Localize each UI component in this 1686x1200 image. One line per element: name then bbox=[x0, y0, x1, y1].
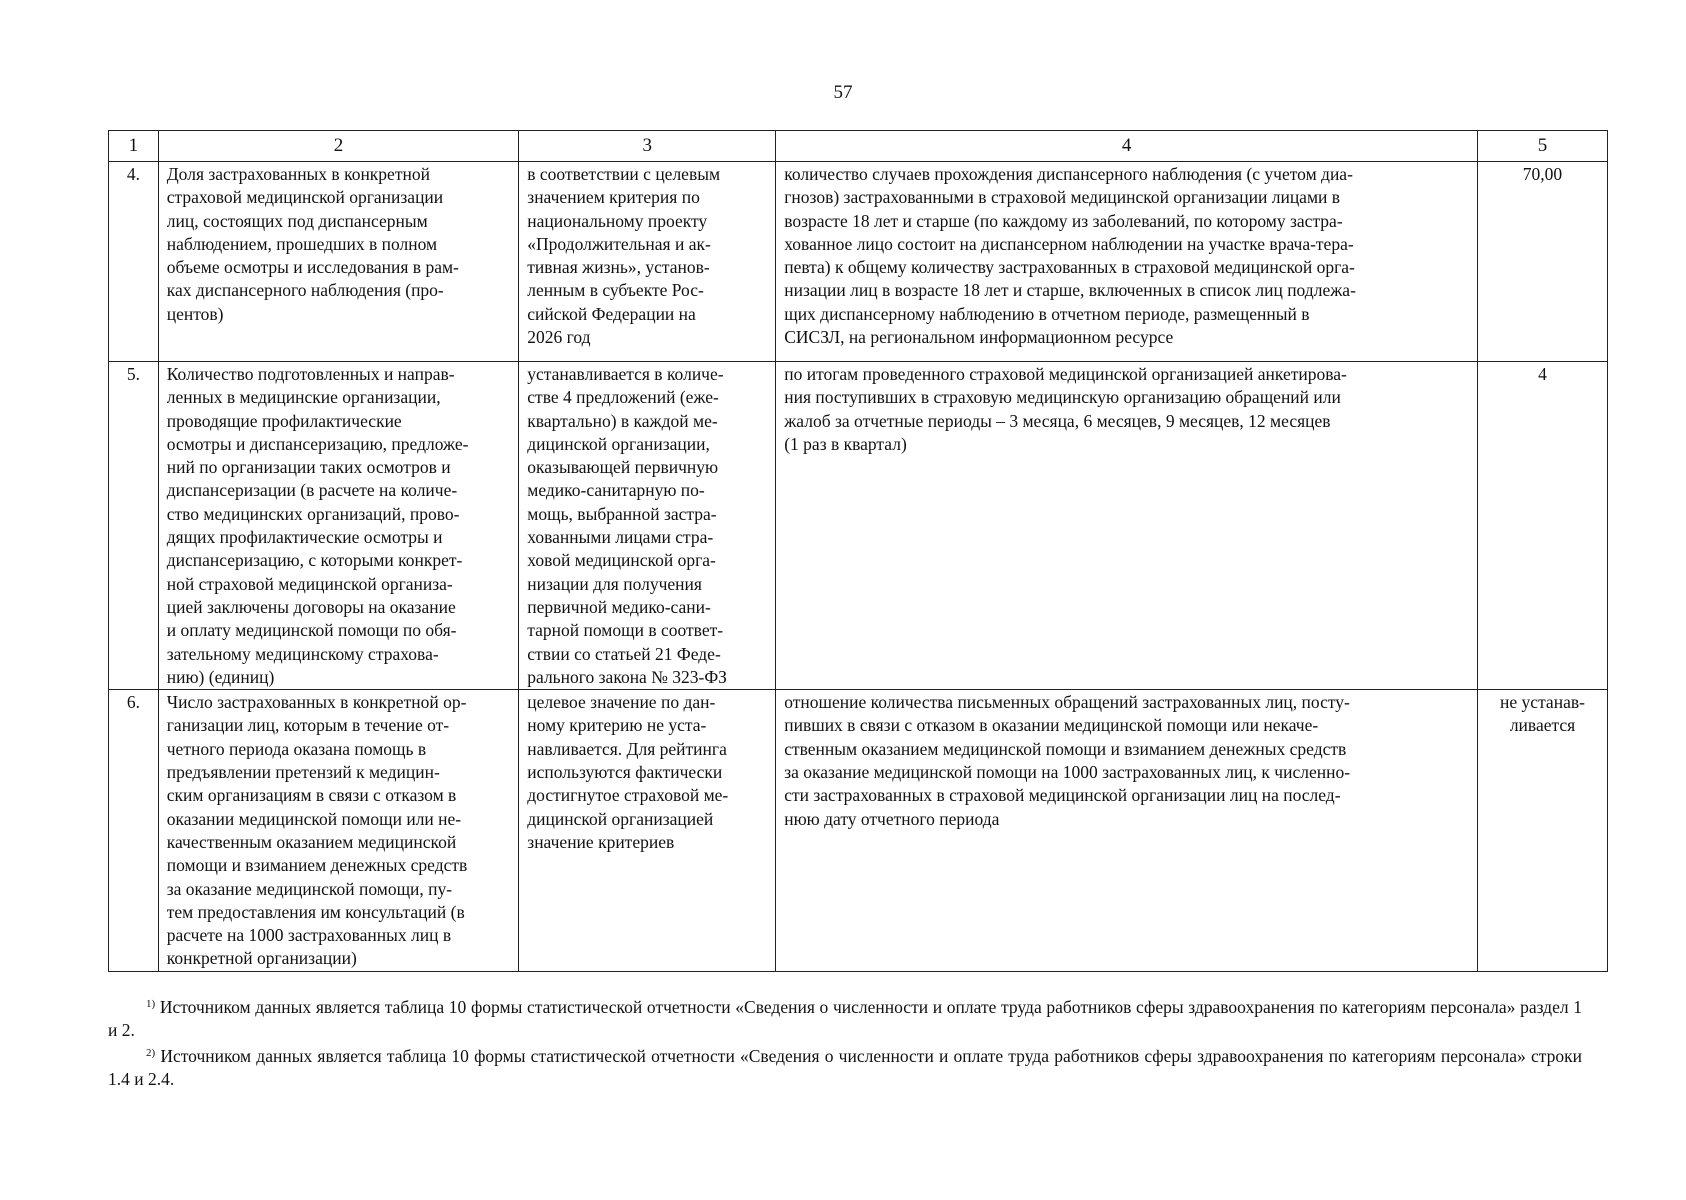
calculation-method: количество случаев прохождения диспансерного наблюдения (с учетом диа- гнозов) застрахованными в страховой медицинской организации лицами в возрасте 18 лет и старше (по каждому из заболеваний, по которому застра- хованное лицо состоит на диспансерном наблюдении на участке врача-тера- певта) к общему количеству застрахованных в страховой медицинской орга- низации лиц в возрасте 18 лет и старше, включенных в список лиц подлежа- щих диспансерному наблюдению в отчетном периоде, размещенный в СИСЗЛ, на региональном информационном ресурсе bbox=[776, 162, 1478, 362]
column-header-2: 2 bbox=[158, 131, 519, 162]
target-value-description: в соответствии с целевым значением критерия по национальному проекту «Продолжительная и ак- тивная жизнь», установ- ленным в субъекте Рос- сийской Федерации на 2026 год bbox=[519, 162, 776, 362]
table-row bbox=[109, 362, 1608, 690]
calculation-method: по итогам проведенного страховой медицинской организацией анкетирова- ния поступивших в страховую медицинскую организацию обращений или жалоб за отчетные периоды – 3 месяца, 6 месяцев, 9 месяцев, 12 месяцев (1 раз в квартал) bbox=[776, 362, 1478, 690]
footnote bbox=[108, 1042, 1582, 1091]
criterion-name: Доля застрахованных в конкретной страховой медицинской организации лиц, состоящих под диспансерным наблюдением, прошедших в полном объеме осмотры и исследования в рам- ках диспансерного наблюдения (про- центов) bbox=[158, 162, 519, 362]
criteria-table bbox=[108, 130, 1608, 972]
footnote-marker: 1) bbox=[146, 998, 156, 1010]
criterion-value: 4 bbox=[1477, 362, 1607, 690]
table-header-row bbox=[109, 131, 1608, 162]
row-number: 5. bbox=[109, 362, 159, 690]
column-header-3: 3 bbox=[519, 131, 776, 162]
criterion-name: Число застрахованных в конкретной ор- ганизации лиц, которым в течение от- четного периода оказана помощь в предъявлении претензий к медицин- ским организациям в связи с отказом в оказании медицинской помощи или не- качественным оказанием медицинской помощи и взиманием денежных средств за оказание медицинской помощи, пу- тем предоставления им консультаций (в расчете на 1000 застрахованных лиц в конкретной организации) bbox=[158, 690, 519, 972]
table-row bbox=[109, 690, 1608, 972]
column-header-5: 5 bbox=[1477, 131, 1607, 162]
column-header-4: 4 bbox=[776, 131, 1478, 162]
page-number: 57 bbox=[833, 82, 853, 103]
footnote-marker: 2) bbox=[146, 1047, 156, 1059]
criterion-name: Количество подготовленных и направ- ленных в медицинские организации, проводящие профилактические осмотры и диспансеризацию, предложе- ний по организации таких осмотров и диспансеризации (в расчете на количе- ство медицинских организаций, прово- дящих профилактические осмотры и диспансеризацию, с которыми конкрет- ной страховой медицинской организа- цией заключены договоры на оказание и оплату медицинской помощи по обя- зательному медицинскому страхова- нию) (единиц) bbox=[158, 362, 519, 690]
criterion-value: не устанав- ливается bbox=[1477, 690, 1607, 972]
target-value-description: целевое значение по дан- ному критерию не уста- навливается. Для рейтинга используются фактически достигнутое страховой ме- дицинской организацией значение критериев bbox=[519, 690, 776, 972]
footnotes bbox=[108, 993, 1582, 1091]
table-row bbox=[109, 162, 1608, 362]
column-header-1: 1 bbox=[109, 131, 159, 162]
row-number: 6. bbox=[109, 690, 159, 972]
target-value-description: устанавливается в количе- стве 4 предложений (еже- квартально) в каждой ме- дицинской организации, оказывающей первичную медико-санитарную по- мощь, выбранной застра- хованными лицами стра- ховой медицинской орга- низации для получения первичной медико-сани- тарной помощи в соответ- ствии со статьей 21 Феде- рального закона № 323-ФЗ bbox=[519, 362, 776, 690]
footnote-text: Источником данных является таблица 10 формы статистической отчетности «Сведения о численности и оплате труда работников сферы здравоохранения по категориям персонала» строки 1.4 и 2.4. bbox=[108, 1046, 1582, 1089]
row-number: 4. bbox=[109, 162, 159, 362]
footnote bbox=[108, 993, 1582, 1042]
criterion-value: 70,00 bbox=[1477, 162, 1607, 362]
calculation-method: отношение количества письменных обращений застрахованных лиц, посту- пивших в связи с отказом в оказании медицинской помощи или некаче- ственным оказанием медицинской помощи и взиманием денежных средств за оказание медицинской помощи на 1000 застрахованных лиц, к численно- сти застрахованных в страховой медицинской организации лиц на послед- нюю дату отчетного периода bbox=[776, 690, 1478, 972]
footnote-text: Источником данных является таблица 10 формы статистической отчетности «Сведения о численности и оплате труда работников сферы здравоохранения по категориям персонала» раздел 1 и 2. bbox=[108, 997, 1582, 1040]
